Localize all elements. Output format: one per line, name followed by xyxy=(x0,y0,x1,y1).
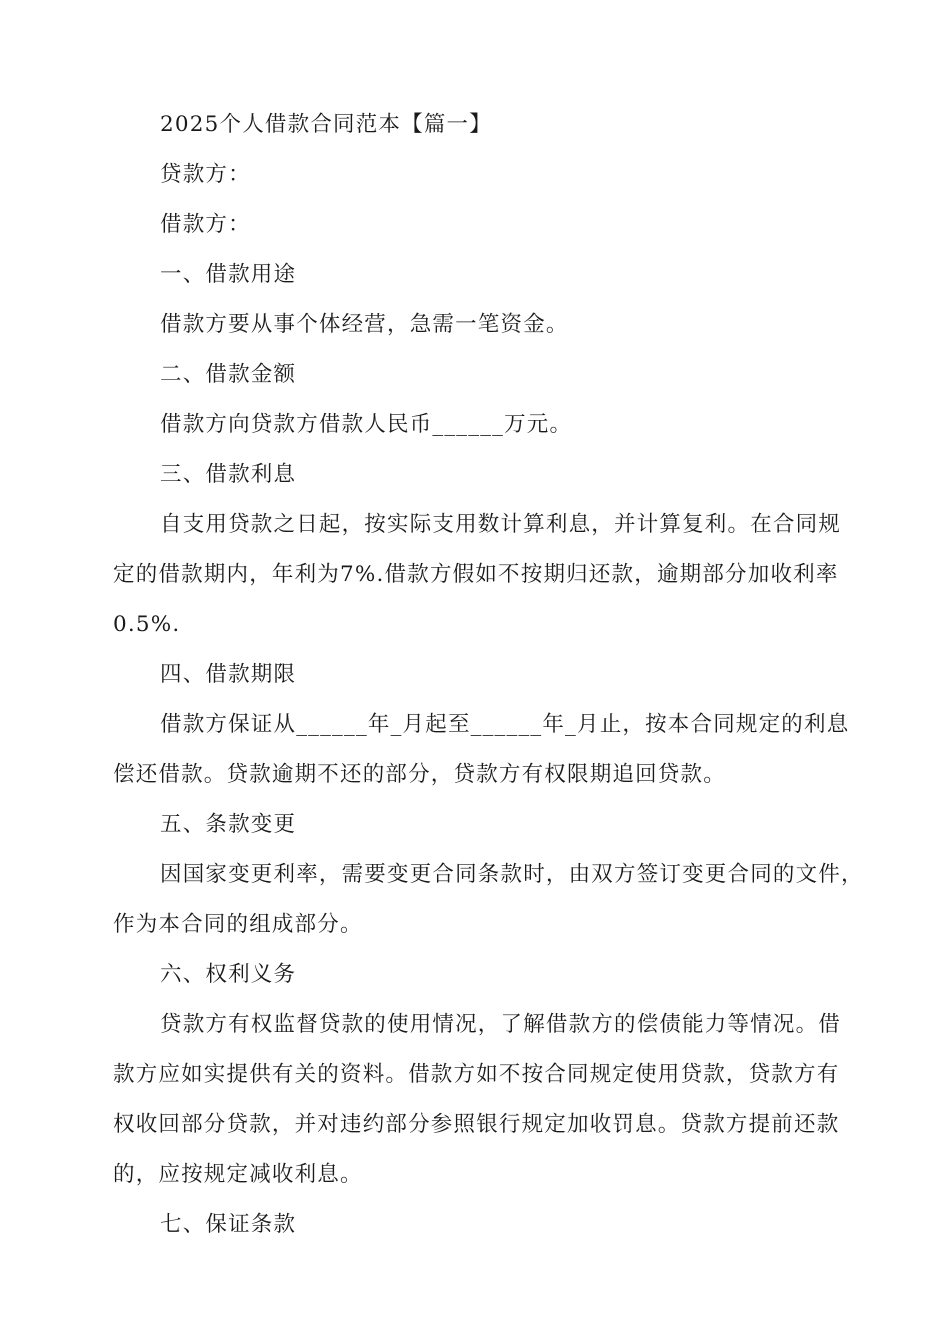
section-3-heading: 三、借款利息 xyxy=(160,462,297,487)
section-4-line: 偿还借款。贷款逾期不还的部分，贷款方有权限期追回贷款。 xyxy=(113,762,726,787)
section-4-paragraph xyxy=(113,700,850,800)
section-6-line: 的，应按规定减收利息。 xyxy=(113,1162,363,1187)
section-2-heading: 二、借款金额 xyxy=(160,362,297,387)
section-6-line: 款方应如实提供有关的资料。借款方如不按合同规定使用贷款，贷款方有 xyxy=(113,1062,840,1087)
section-6-line: 贷款方有权监督贷款的使用情况，了解借款方的偿债能力等情况。借 xyxy=(160,1012,842,1037)
section-3-line: 自支用贷款之日起，按实际支用数计算利息，并计算复利。在合同规 xyxy=(160,512,842,537)
lender-label: 贷款方： xyxy=(160,162,251,187)
section-5-paragraph xyxy=(113,850,864,950)
section-6-line: 权收回部分贷款，并对违约部分参照银行规定加收罚息。贷款方提前还款 xyxy=(113,1112,840,1137)
section-1-text: 借款方要从事个体经营，急需一笔资金。 xyxy=(160,312,569,337)
section-5-heading: 五、条款变更 xyxy=(160,812,297,837)
section-3-paragraph xyxy=(113,500,843,650)
document-title: 2025个人借款合同范本【篇一】 xyxy=(160,112,492,137)
document-page xyxy=(113,100,864,1250)
section-5-line: 作为本合同的组成部分。 xyxy=(113,912,363,937)
section-7-heading: 七、保证条款 xyxy=(160,1212,297,1237)
section-6-paragraph xyxy=(113,1000,843,1200)
section-5-line: 因国家变更利率，需要变更合同条款时，由双方签订变更合同的文件， xyxy=(160,862,864,887)
section-3-line: 0.5%. xyxy=(113,612,181,637)
section-1-heading: 一、借款用途 xyxy=(160,262,297,287)
section-3-line: 定的借款期内，年利为7%.借款方假如不按期归还款，逾期部分加收利率 xyxy=(113,562,839,587)
borrower-label: 借款方： xyxy=(160,212,251,237)
section-6-heading: 六、权利义务 xyxy=(160,962,297,987)
section-4-line: 借款方保证从______年_月起至______年_月止，按本合同规定的利息 xyxy=(160,712,850,737)
section-4-heading: 四、借款期限 xyxy=(160,662,297,687)
section-2-text: 借款方向贷款方借款人民币______万元。 xyxy=(160,412,573,437)
